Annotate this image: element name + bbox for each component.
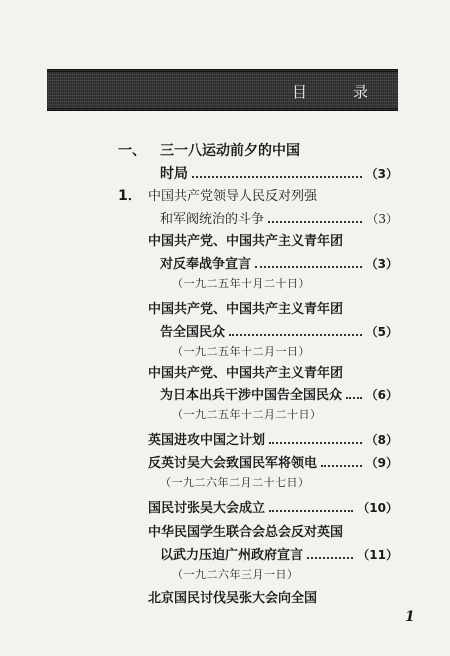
page-number: （3） [365, 257, 398, 271]
toc-entry-line2 [160, 208, 398, 227]
toc-entry-text: 中国共产党、中国共产主义青年团 [148, 302, 344, 317]
toc-entry-line1 [148, 362, 398, 381]
toc-entry-text: 英国进攻中国之计划 [148, 433, 266, 448]
toc-entry-date: （一九二五年十月二十日） [172, 277, 310, 290]
toc-entry-text: 中国共产党、中国共产主义青年团 [148, 366, 344, 381]
page-number: （3） [365, 167, 398, 181]
contents-title: 目录 [292, 83, 415, 101]
page-number: （8） [365, 433, 398, 447]
toc-entry-text: 中华民国学生联合会总会反对英国 [148, 525, 344, 540]
dot-leader [307, 557, 353, 559]
section-title-line2-row [160, 163, 398, 183]
toc-entry-line1 [148, 497, 398, 516]
toc-entry-line1 [148, 587, 398, 606]
toc-entry-text: 告全国民众 [160, 325, 226, 340]
list-number: 1． [118, 188, 142, 204]
page-folio: 1 [405, 609, 415, 625]
dot-leader [321, 465, 362, 467]
page-number: （5） [365, 325, 398, 339]
contents-banner [47, 69, 415, 111]
dot-leader [192, 176, 362, 178]
page-number: （10） [357, 501, 398, 515]
dot-leader [346, 397, 362, 399]
section-number: 一、 [118, 143, 146, 159]
dot-leader [269, 442, 362, 444]
toc-entry-line1 [148, 230, 398, 249]
toc-entry-line1 [148, 298, 398, 317]
dot-leader [229, 334, 362, 336]
page-number: （9） [365, 456, 398, 470]
toc-entry-date: （一九二五年十二月一日） [172, 345, 310, 358]
toc-entry-text: 和军阀统治的斗争 [160, 212, 265, 227]
toc-entry-text: 北京国民讨伐吴张大会向全国 [148, 591, 318, 606]
toc-entry-line2 [160, 321, 398, 340]
toc-entry-line2 [160, 253, 398, 272]
section-title-line2: 时局 [160, 166, 188, 182]
toc-entry-text: 为日本出兵干涉中国告全国民众 [160, 388, 343, 403]
toc-entry-text: 对反奉战争宣言 [160, 257, 252, 272]
toc-entry-text: 中国共产党领导人民反对列强 [148, 189, 318, 204]
section-title-line1: 三一八运动前夕的中国 [160, 143, 300, 159]
toc-entry-date: （一九二五年十二月二十日） [172, 408, 322, 421]
dot-leader [269, 510, 353, 512]
toc-entry-date: （一九二六年三月一日） [172, 568, 299, 581]
toc-entry-date: （一九二六年二月二十七日） [160, 476, 310, 489]
page-number: （3） [366, 212, 398, 226]
dot-leader [255, 266, 362, 268]
page-number: （11） [357, 548, 398, 562]
toc-entry-text: 国民讨张吴大会成立 [148, 501, 266, 516]
toc-entry-line2 [160, 544, 398, 563]
toc-entry-line1 [148, 429, 398, 448]
dot-leader [268, 221, 362, 223]
toc-entry-line1 [148, 521, 398, 540]
section-heading [118, 140, 300, 160]
toc-entry-text: 以武力压迫广州政府宣言 [160, 548, 304, 563]
page-number: （6） [365, 388, 398, 402]
toc-entry-line1 [148, 185, 398, 204]
toc-entry-line1 [148, 452, 398, 471]
toc-entry-line2 [160, 384, 398, 403]
toc-entry-text: 中国共产党、中国共产主义青年团 [148, 234, 344, 249]
toc-entry-text: 反英讨吴大会致国民军将领电 [148, 456, 318, 471]
